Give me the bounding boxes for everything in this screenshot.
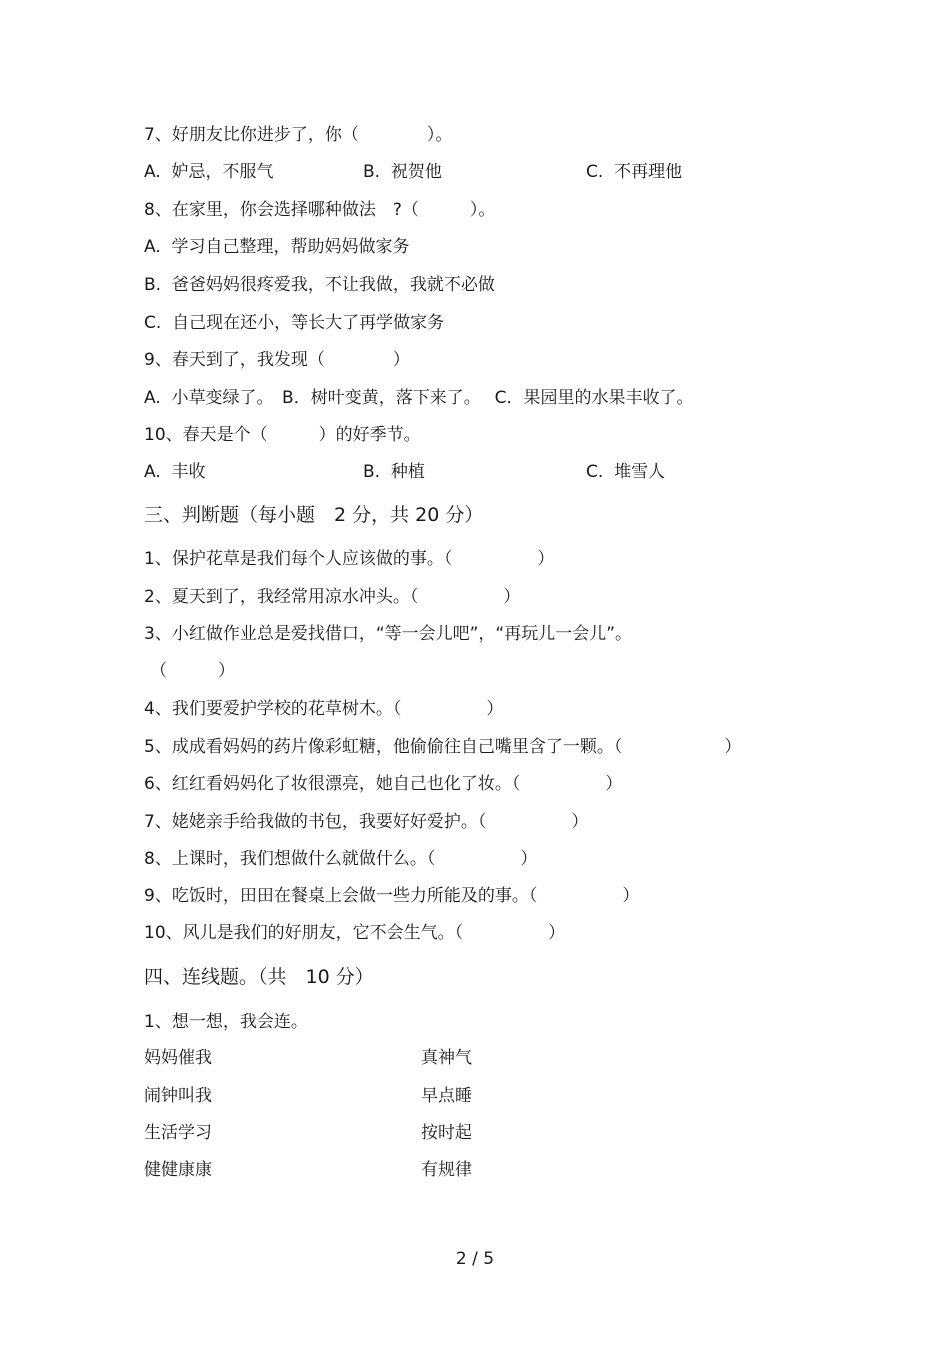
judgment-item-3: 3、小红做作业总是爱找借口，“等一会儿吧”，“再玩儿一会儿”。 [144,624,633,644]
matching-prompt: 1、想一想，我会连。 [144,1012,308,1032]
matching-right-2: 早点睡 [421,1086,472,1106]
question-7-stem: 7、好朋友比你进步了，你（ ）。 [144,125,453,145]
section-4-title: 四、连线题。（共 10 分） [144,966,374,988]
question-8-option-a: A. 学习自己整理，帮助妈妈做家务 [144,237,410,257]
judgment-item-5: 5、成成看妈妈的药片像彩虹糖，他偷偷往自己嘴里含了一颗。（ ） [144,737,742,757]
section-3-title: 三、判断题（每小题 2 分，共 20 分） [144,504,484,526]
judgment-item-6: 6、红红看妈妈化了妆很漂亮，她自己也化了妆。（ ） [144,774,623,794]
question-10-stem: 10、春天是个（ ）的好季节。 [144,425,421,445]
judgment-item-9: 9、吃饭时，田田在餐桌上会做一些力所能及的事。（ ） [144,886,640,906]
question-7-option-a: A. 妒忌，不服气 [144,162,274,182]
question-10-option-a: A. 丰收 [144,462,206,482]
matching-right-3: 按时起 [421,1123,472,1143]
matching-right-1: 真神气 [421,1048,472,1068]
matching-right-4: 有规律 [421,1160,472,1180]
question-8-option-c: C. 自己现在还小，等长大了再学做家务 [144,313,445,333]
judgment-item-7: 7、姥姥亲手给我做的书包，我要好好爱护。（ ） [144,812,589,832]
question-9-options: A. 小草变绿了。 B．树叶变黄，落下来了。 C．果园里的水果丰收了。 [144,388,694,408]
matching-left-2: 闹钟叫我 [144,1086,212,1106]
judgment-item-1: 1、保护花草是我们每个人应该做的事。（ ） [144,549,555,569]
matching-left-3: 生活学习 [144,1123,212,1143]
judgment-item-4: 4、我们要爱护学校的花草树木。（ ） [144,699,504,719]
question-8-option-b: B. 爸爸妈妈很疼爱我，不让我做，我就不必做 [144,275,495,295]
question-10-option-b: B. 种植 [363,462,425,482]
judgment-item-10: 10、风儿是我们的好朋友，它不会生气。（ ） [144,923,566,943]
judgment-item-3-blank: （ ） [150,661,235,681]
question-8-stem: 8、在家里，你会选择哪种做法 ?（ ）。 [144,200,496,220]
question-7-option-b: B. 祝贺他 [363,162,442,182]
question-10-option-c: C. 堆雪人 [586,462,666,482]
matching-left-1: 妈妈催我 [144,1048,212,1068]
question-9-stem: 9、春天到了，我发现（ ） [144,350,410,370]
judgment-item-2: 2、夏天到了，我经常用凉水冲头。（ ） [144,587,521,607]
matching-left-4: 健健康康 [144,1160,212,1180]
judgment-item-8: 8、上课时，我们想做什么就做什么。（ ） [144,849,538,869]
page-number: 2 / 5 [455,1249,495,1269]
question-7-option-c: C. 不再理他 [586,162,683,182]
